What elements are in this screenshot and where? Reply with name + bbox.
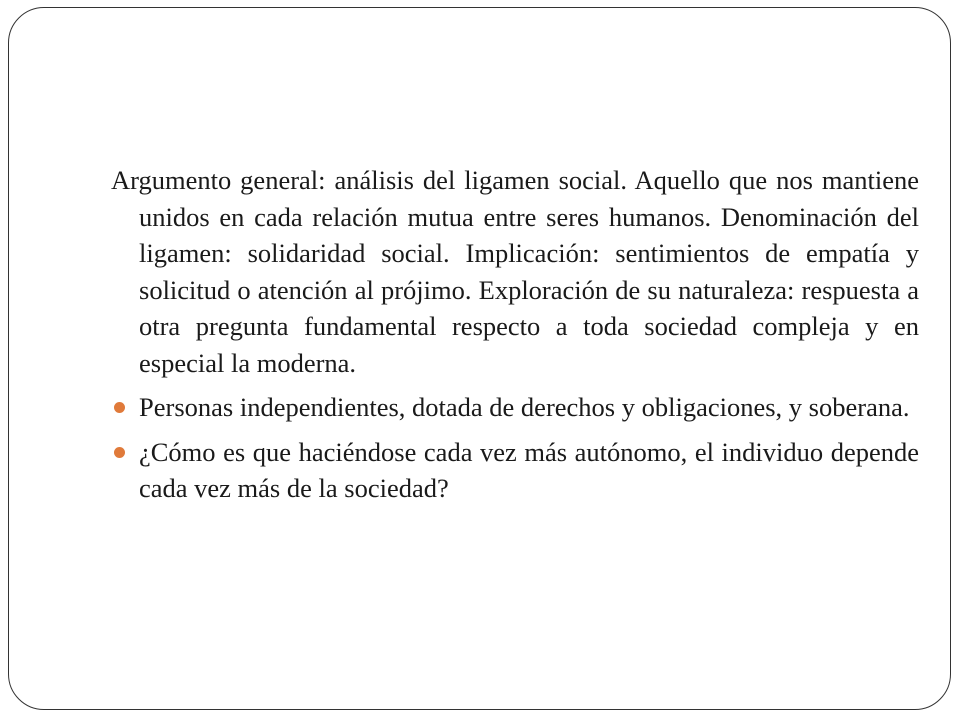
bullet-text-2: ¿Cómo es que haciéndose cada vez más autónomo, el individuo depende cada vez más de la sociedad? bbox=[139, 436, 919, 503]
bullet-dot-icon bbox=[114, 447, 125, 458]
bullet-dot-icon bbox=[114, 402, 125, 413]
intro-paragraph: Argumento general: análisis del ligamen social. Aquello que nos mantiene unidos en cada relación mutua entre seres humanos. Denominación del ligamen: solidaridad social. Implicación: sentimientos de empatía y solicitud o atención al prójimo. Exploración de su naturaleza: respuesta a otra pregunta fundamental respecto a toda sociedad compleja y en especial la moderna. bbox=[111, 165, 919, 378]
bullet-text-1: Personas independientes, dotada de derechos y obligaciones, y soberana. bbox=[139, 392, 910, 422]
slide-body bbox=[111, 162, 919, 515]
slide-frame bbox=[8, 7, 951, 710]
bullet-item-1 bbox=[111, 389, 919, 426]
bullet-item-2 bbox=[111, 434, 919, 507]
